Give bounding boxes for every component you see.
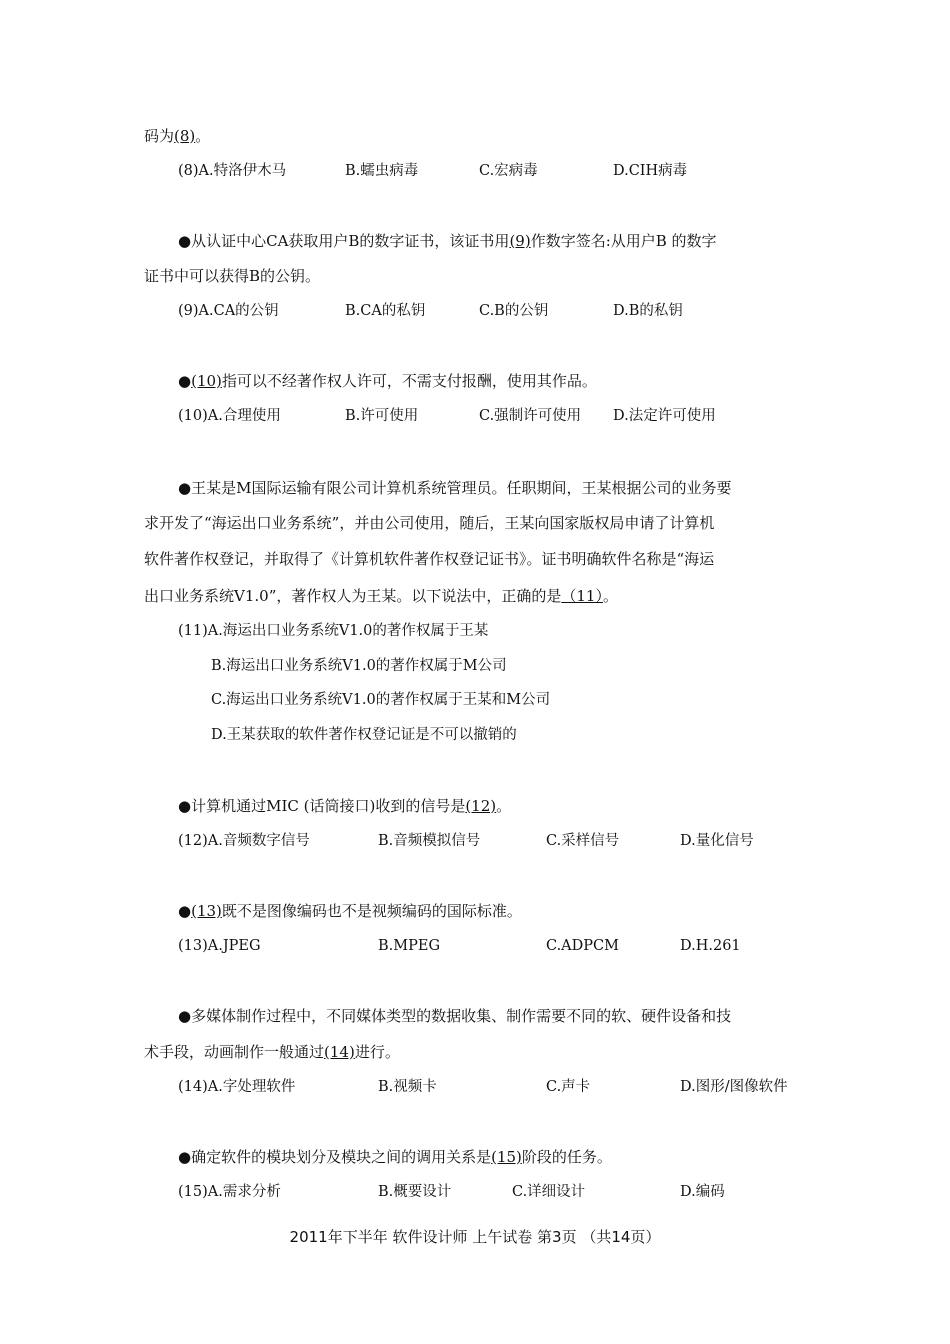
q11-option-d: D.王某获取的软件著作权登记证是不可以撤销的: [211, 727, 517, 743]
q15-stem: ●确定软件的模块划分及模块之间的调用关系是(15)阶段的任务。: [178, 1148, 612, 1166]
page-footer: 2011年下半年 软件设计师 上午试卷 第3页 （共14页）: [289, 1228, 661, 1246]
q9-option-b: B.CA的私钥: [345, 303, 426, 319]
q14-stem-line1: ●多媒体制作过程中，不同媒体类型的数据收集、制作需要不同的软、硬件设备和技: [178, 1007, 732, 1025]
q12-stem: ●计算机通过MIC (话筒接口)收到的信号是(12)。: [178, 797, 512, 815]
q15-option-b: B.概要设计: [378, 1184, 452, 1200]
q15-option-a: (15)A.需求分析: [178, 1184, 281, 1200]
q13-option-d: D.H.261: [680, 938, 741, 954]
q12-option-d: D.量化信号: [680, 833, 754, 849]
q10-option-a: (10)A.合理使用: [178, 408, 281, 424]
q14-option-d: D.图形/图像软件: [680, 1079, 788, 1095]
q13-stem: ●(13)既不是图像编码也不是视频编码的国际标准。: [178, 902, 522, 920]
q8-option-d: D.CIH病毒: [613, 163, 688, 179]
q11-stem-line3: 软件著作权登记，并取得了《计算机软件著作权登记证书》。证书明确软件名称是“海运: [144, 550, 715, 568]
q8-option-b: B.蠕虫病毒: [345, 163, 419, 179]
q14-blank: (14): [324, 1043, 355, 1061]
q9-stem-line2: 证书中可以获得B的公钥。: [144, 267, 321, 285]
q8-blank: (8): [174, 127, 196, 145]
q11-stem-line1: ●王某是M国际运输有限公司计算机系统管理员。任职期间，王某根据公司的业务要: [178, 479, 732, 497]
q10-option-c: C.强制许可使用: [479, 408, 582, 424]
q14-option-a: (14)A.字处理软件: [178, 1079, 296, 1095]
q8-option-a: (8)A.特洛伊木马: [178, 163, 287, 179]
q8-option-c: C.宏病毒: [479, 163, 538, 179]
q13-option-a: (13)A.JPEG: [178, 938, 261, 954]
q11-stem-line2: 求开发了“海运出口业务系统”，并由公司使用，随后，王某向国家版权局申请了计算机: [144, 514, 715, 532]
q9-option-c: C.B的公钥: [479, 303, 549, 319]
q11-stem-line4: 出口业务系统V1.0”，著作权人为王某。以下说法中，正确的是（11）。: [144, 587, 618, 605]
q10-option-b: B.许可使用: [345, 408, 419, 424]
q15-option-c: C.详细设计: [512, 1184, 586, 1200]
q13-option-b: B.MPEG: [378, 938, 441, 954]
q8-stem: 码为(8)。: [144, 127, 211, 145]
q12-blank: (12): [465, 797, 497, 815]
q15-blank: (15): [491, 1148, 522, 1166]
q13-blank: (13): [191, 902, 222, 920]
q10-stem: ●(10)指可以不经著作权人许可，不需支付报酬，使用其作品。: [178, 372, 597, 390]
q9-blank: (9): [509, 232, 531, 250]
q11-blank: （11）: [561, 587, 603, 605]
q14-option-b: B.视频卡: [378, 1079, 437, 1095]
q10-blank: (10): [191, 372, 222, 390]
q14-stem-line2: 术手段，动画制作一般通过(14)进行。: [144, 1043, 400, 1061]
q10-option-d: D.法定许可使用: [613, 408, 716, 424]
q11-option-b: B.海运出口业务系统V1.0的著作权属于M公司: [211, 658, 507, 674]
q9-option-d: D.B的私钥: [613, 303, 683, 319]
q9-stem-line1: ●从认证中心CA获取用户B的数字证书，该证书用(9)作数字签名:从用户B 的数字: [178, 232, 717, 250]
q14-option-c: C.声卡: [546, 1079, 591, 1095]
q12-option-a: (12)A.音频数字信号: [178, 833, 310, 849]
q11-option-c: C.海运出口业务系统V1.0的著作权属于王某和M公司: [211, 692, 551, 708]
q15-option-d: D.编码: [680, 1184, 725, 1200]
q13-option-c: C.ADPCM: [546, 938, 619, 954]
q12-option-c: C.采样信号: [546, 833, 620, 849]
q12-option-b: B.音频模拟信号: [378, 833, 481, 849]
q11-option-a: (11)A.海运出口业务系统V1.0的著作权属于王某: [178, 623, 489, 639]
q9-option-a: (9)A.CA的公钥: [178, 303, 279, 319]
